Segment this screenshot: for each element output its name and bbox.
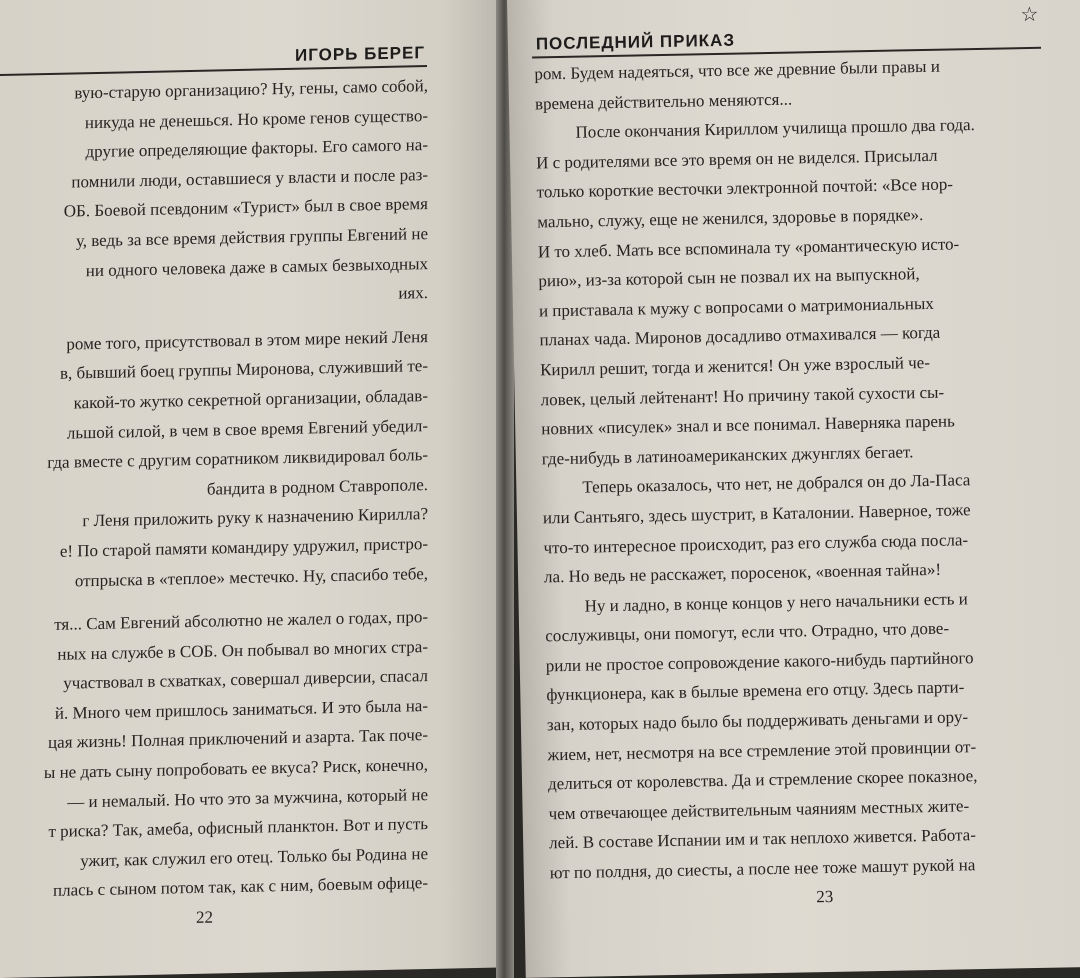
text-line: мально, служу, еще не женился, здоровье в порядке». [537,205,924,232]
page-number: 22 [196,907,213,927]
running-header-title: ПОСЛЕДНИЙ ПРИКАЗ [535,30,736,54]
text-line: функционера, как в былые времена его отцу. Здесь парти- [546,677,965,705]
text-line: иях. [398,283,428,303]
running-header-author: ИГОРЬ БЕРЕГ [294,43,425,65]
text-line: ОБ. Боевой псевдоним «Турист» был в свое время [63,194,428,222]
text-line: только короткие весточки электронной почтой: «Все нор- [536,174,954,202]
text-line: плась с сыном потом так, как с ним, боевым офице- [52,873,428,901]
text-line: планах чада. Миронов досадливо отмахивался — когда [539,323,941,350]
text-line: рию», из-за которой сын не позвал их на выпускной, [538,264,920,291]
text-line: или Сантьяго, здесь шустрит, в Каталонии. Наверное, тоже [542,500,971,528]
text-line: что-то интересное происходит, раз его служба сюда посла- [543,529,969,557]
text-line: бандита в родном Ставрополе. [206,474,428,499]
left-page-body [0,71,428,907]
text-line: зан, которых надо было бы поддерживать деньгами и ору- [546,707,969,735]
text-line: цая жизнь! Полная приключений и азарта. Так поче- [48,725,428,753]
text-line: времена действительно меняются... [534,89,793,114]
left-page [0,0,505,978]
text-line: делиться от королевства. Да и стремление скорее показное, [547,766,978,794]
text-line: т риска? Так, амеба, офисный планктон. Вот и пусть [48,814,428,842]
text-line: г Леня приложить руку к назначению Кирилла? [82,504,428,531]
right-page [507,0,1080,978]
text-line: чем отвечающее действительным чаяниям местных жите- [548,796,970,824]
star-icon: ☆ [1020,3,1039,27]
text-line: ы не дать сыну попробовать ее вкуса? Риск, конечно, [43,755,428,783]
text-line: тя... Сам Евгений абсолютно не жалел о годах, про- [54,607,428,634]
text-line: и приставала к мужу с вопросами о матримониальных [538,293,934,321]
text-line: й. Много чем пришлось заниматься. И это была на- [54,695,428,723]
text-line: Теперь оказалось, что нет, не добрался он до Ла-Паса [582,470,971,497]
text-line: другие определяющие факторы. Его самого на- [85,135,428,162]
text-line: в, бывший боец группы Миронова, служивший те- [59,356,428,384]
text-line: ла. Но ведь не расскажет, поросенок, «военная тайна»! [543,559,942,587]
text-line: какой-то жутко секретной организации, обладав- [73,385,428,413]
page-number: 23 [816,886,834,907]
text-line: рили не простое сопровождение какого-нибудь партийного [545,648,974,676]
text-line: гда вместе с другим соратником ликвидировал боль- [47,445,428,473]
text-line: е! По старой памяти командиру удружил, пристро- [59,533,428,561]
text-line: вую-старую организацию? Ну, гены, само собой, [74,76,428,103]
text-line: жием, нет, несмотря на все стремление этой провинции от- [547,736,977,765]
text-line: помнили люди, оставшиеся у власти и после раз- [71,164,428,192]
text-line: сослуживцы, они помогут, если что. Отрадно, что дове- [545,618,950,646]
text-line: у, ведь за все время действия группы Евгений не [75,224,428,251]
text-line: Ну и ладно, в конце концов у него начальники есть и [584,588,968,616]
text-line: И с родителями все это время он не виделся. Присылал [535,145,938,173]
text-line: — и немалый. Но что это за мужчина, который не [67,784,428,812]
text-line: ных на службе в СОБ. Он побывал во многих стра- [57,636,428,664]
text-line: ловек, целый лейтенант! Но причину такой сухости сы- [540,382,945,409]
text-line: льшой силой, в чем в свое время Евгений убедил- [66,415,428,443]
text-line: ром. Будем надеяться, что все же древние были правы и [534,56,941,84]
text-line: отпрыска в «теплое» местечко. Ну, спасибо тебе, [74,563,428,590]
text-line: участвовал в схватках, совершал диверсии, спасал [63,666,428,693]
text-line: лей. В составе Испании им и так неплохо живется. Работа- [549,825,977,853]
text-line: ужит, как служил его отец. Только бы Родина не [80,843,428,871]
text-line: Кирилл решит, тогда и женится! Он уже взрослый че- [539,352,931,380]
text-line: И то хлеб. Мать все вспоминала ту «романтическую исто- [537,233,960,262]
right-page-body [534,50,1065,888]
text-line: роме того, присутствовал в этом мире некий Леня [66,326,428,354]
text-line: никуда не денешься. Но кроме генов существо- [84,105,428,132]
text-line: После окончания Кириллом училища прошло два года. [575,115,976,142]
text-line: новних «писулек» знал и все понимал. Наверняка парень [541,411,955,439]
text-line: ют по полдня, до сиесты, а после нее тоже машут рукой на [549,855,976,883]
text-line: где-нибудь в латиноамериканских джунглях бегает. [541,442,914,469]
text-line: ни одного человека даже в самых безвыходных [85,253,428,280]
